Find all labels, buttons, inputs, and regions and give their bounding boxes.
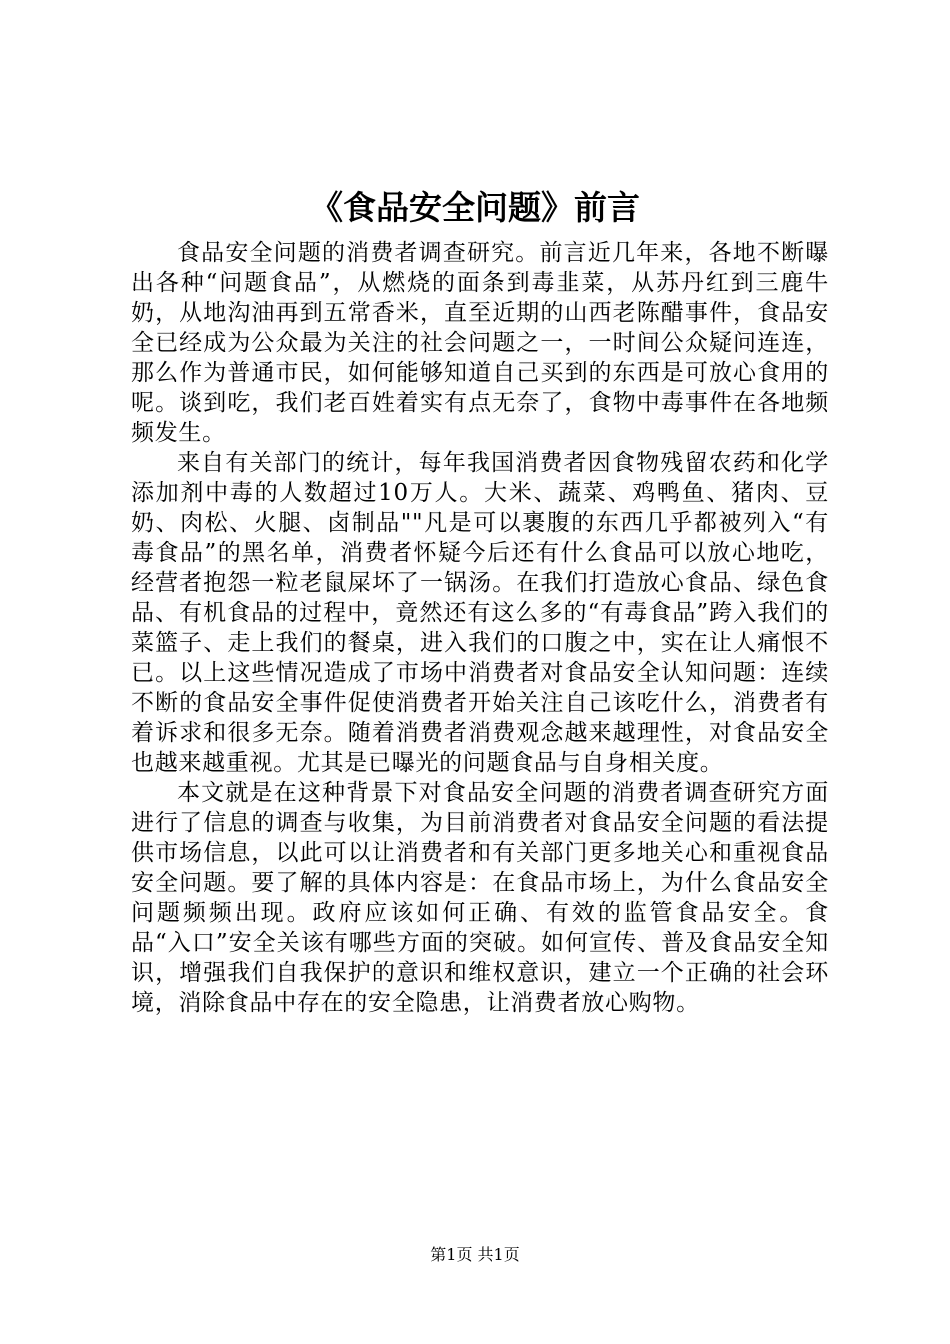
document-body xyxy=(131,238,829,1018)
page-footer: 第1页 共1页 xyxy=(430,1245,520,1264)
document-title: 《食品安全问题》前言 xyxy=(310,188,640,227)
paragraph-3: 本文就是在这种背景下对食品安全问题的消费者调查研究方面进行了信息的调查与收集，为目前消费者对食品安全问题的看法提供市场信息，以此可以让消费者和有关部门更多地关心和重视食品安全问题。要了解的具体内容是：在食品市场上，为什么食品安全问题频频出现。政府应该如何正确、有效的监管食品安全。食品“入口”安全关该有哪些方面的突破。如何宣传、普及食品安全知识，增强我们自我保护的意识和维权意识，建立一个正确的社会环境，消除食品中存在的安全隐患，让消费者放心购物。 xyxy=(131,780,829,1016)
paragraph-2: 来自有关部门的统计，每年我国消费者因食物残留农药和化学添加剂中毒的人数超过10万人。大米、蔬菜、鸡鸭鱼、猪肉、豆奶、肉松、火腿、卤制品""凡是可以裹腹的东西几乎都被列入“有毒食品”的黑名单，消费者怀疑今后还有什么食品可以放心地吃，经营者抱怨一粒老鼠屎坏了一锅汤。在我们打造放心食品、绿色食品、有机食品的过程中，竟然还有这么多的“有毒食品”跨入我们的菜篮子、走上我们的餐桌，进入我们的口腹之中，实在让人痛恨不已。以上这些情况造成了市场中消费者对食品安全认知问题：连续不断的食品安全事件促使消费者开始关注自己该吃什么，消费者有着诉求和很多无奈。随着消费者消费观念越来越理性，对食品安全也越来越重视。尤其是已曝光的问题食品与自身相关度。 xyxy=(131,450,829,776)
paragraph-1: 食品安全问题的消费者调查研究。前言近几年来，各地不断曝出各种“问题食品”，从燃烧的面条到毒韭菜，从苏丹红到三鹿牛奶，从地沟油再到五常香米，直至近期的山西老陈醋事件，食品安全已经成为公众最为关注的社会问题之一，一时间公众疑问连连，那么作为普通市民，如何能够知道自己买到的东西是可放心食用的呢。谈到吃，我们老百姓着实有点无奈了，食物中毒事件在各地频频发生。 xyxy=(131,240,829,446)
